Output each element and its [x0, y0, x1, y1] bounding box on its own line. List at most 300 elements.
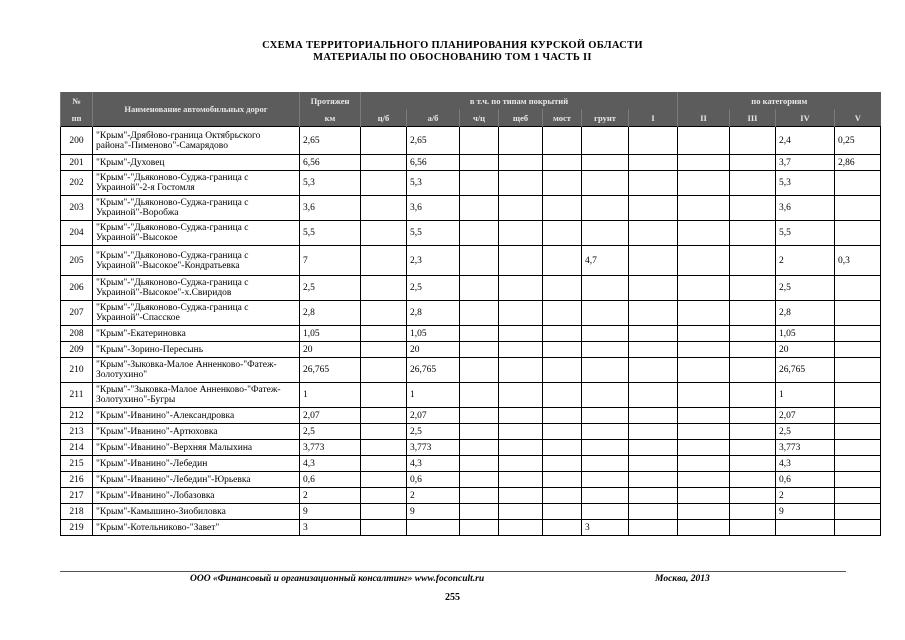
road-name: "Крым"-"Зыковка-Малое Анненково-"Фатеж-Золотухино"-Бугры	[93, 383, 300, 408]
surface-most	[543, 440, 582, 456]
surface-ab: 0,6	[407, 472, 460, 488]
length-km: 20	[300, 342, 361, 358]
surface-cb	[361, 221, 407, 246]
table-header	[61, 92, 881, 127]
surface-chc	[460, 301, 499, 326]
category-5	[835, 408, 881, 424]
document-title-line2: МАТЕРИАЛЫ ПО ОБОСНОВАНИЮ ТОМ 1 ЧАСТЬ II	[313, 52, 592, 63]
surface-sch	[499, 408, 543, 424]
surface-sch	[499, 504, 543, 520]
category-4: 2	[776, 246, 835, 276]
surface-cb	[361, 171, 407, 196]
category-2	[678, 127, 730, 155]
category-4: 9	[776, 504, 835, 520]
surface-most	[543, 155, 582, 171]
surface-most	[543, 221, 582, 246]
category-4: 3,773	[776, 440, 835, 456]
road-name: "Крым"-Екатериновка	[93, 326, 300, 342]
category-3	[730, 171, 776, 196]
length-km: 7	[300, 246, 361, 276]
surface-cb	[361, 488, 407, 504]
category-5	[835, 301, 881, 326]
header-col-grunt: грунт	[582, 109, 629, 127]
surface-most	[543, 276, 582, 301]
row-number: 209	[61, 342, 93, 358]
category-4: 5,5	[776, 221, 835, 246]
category-4: 2,4	[776, 127, 835, 155]
length-km: 2	[300, 488, 361, 504]
category-3	[730, 326, 776, 342]
row-number: 214	[61, 440, 93, 456]
length-km: 5,3	[300, 171, 361, 196]
category-3	[730, 221, 776, 246]
category-1	[629, 383, 678, 408]
category-5	[835, 326, 881, 342]
category-5: 2,86	[835, 155, 881, 171]
surface-chc	[460, 221, 499, 246]
road-name: "Крым"-Дрябłово-граница Октябрьского района"-Пименово"-Самарядово	[93, 127, 300, 155]
row-number: 215	[61, 456, 93, 472]
length-km: 0,6	[300, 472, 361, 488]
table-body	[61, 127, 881, 536]
surface-grunt	[582, 196, 629, 221]
surface-most	[543, 342, 582, 358]
category-3	[730, 301, 776, 326]
category-2	[678, 504, 730, 520]
row-number: 200	[61, 127, 93, 155]
category-2	[678, 155, 730, 171]
header-length: Протяжен	[300, 92, 361, 109]
surface-grunt	[582, 301, 629, 326]
category-1	[629, 472, 678, 488]
header-col-cat5: V	[835, 109, 881, 127]
length-km: 5,5	[300, 221, 361, 246]
category-3	[730, 276, 776, 301]
length-km: 3,6	[300, 196, 361, 221]
row-number: 207	[61, 301, 93, 326]
surface-chc	[460, 504, 499, 520]
category-1	[629, 408, 678, 424]
category-1	[629, 358, 678, 383]
document-title-line1: СХЕМА ТЕРРИТОРИАЛЬНОГО ПЛАНИРОВАНИЯ КУРСКОЙ ОБЛАСТИ	[262, 40, 643, 51]
table-row	[61, 383, 881, 408]
row-number: 217	[61, 488, 93, 504]
category-3	[730, 424, 776, 440]
category-1	[629, 276, 678, 301]
surface-cb	[361, 520, 407, 536]
road-name: "Крым"-"Дьяконово-Суджа-граница с Украиной"-2-я Гостомля	[93, 171, 300, 196]
header-col-cat1: I	[629, 109, 678, 127]
row-number: 204	[61, 221, 93, 246]
category-2	[678, 301, 730, 326]
surface-grunt	[582, 440, 629, 456]
category-2	[678, 472, 730, 488]
row-number: 219	[61, 520, 93, 536]
length-km: 4,3	[300, 456, 361, 472]
surface-most	[543, 504, 582, 520]
surface-cb	[361, 456, 407, 472]
surface-grunt	[582, 155, 629, 171]
category-1	[629, 424, 678, 440]
category-3	[730, 520, 776, 536]
surface-chc	[460, 520, 499, 536]
surface-sch	[499, 358, 543, 383]
surface-ab: 20	[407, 342, 460, 358]
category-5: 0,25	[835, 127, 881, 155]
length-km: 2,8	[300, 301, 361, 326]
table-row	[61, 301, 881, 326]
category-5	[835, 504, 881, 520]
category-2	[678, 246, 730, 276]
category-1	[629, 246, 678, 276]
surface-sch	[499, 383, 543, 408]
category-4: 2,07	[776, 408, 835, 424]
category-3	[730, 383, 776, 408]
page-number: 255	[445, 592, 460, 603]
surface-sch	[499, 440, 543, 456]
category-4: 2,5	[776, 276, 835, 301]
surface-most	[543, 358, 582, 383]
length-km: 3,773	[300, 440, 361, 456]
row-number: 212	[61, 408, 93, 424]
category-3	[730, 488, 776, 504]
row-number: 205	[61, 246, 93, 276]
surface-ab: 3,773	[407, 440, 460, 456]
surface-most	[543, 171, 582, 196]
category-5	[835, 520, 881, 536]
surface-chc	[460, 246, 499, 276]
surface-grunt	[582, 383, 629, 408]
surface-cb	[361, 472, 407, 488]
table-row	[61, 155, 881, 171]
road-name: "Крым"-"Дьяконово-Суджа-граница с Украиной"-Высокое"-Кондратьевка	[93, 246, 300, 276]
category-4: 2,5	[776, 424, 835, 440]
surface-ab: 1	[407, 383, 460, 408]
surface-grunt	[582, 221, 629, 246]
category-3	[730, 358, 776, 383]
category-5	[835, 196, 881, 221]
category-4: 2	[776, 488, 835, 504]
table-row	[61, 472, 881, 488]
road-name: "Крым"-"Дьяконово-Суджа-граница с Украиной"-Спасское	[93, 301, 300, 326]
road-name: "Крым"-Иванино"-Лебедин"-Юрьевка	[93, 472, 300, 488]
category-2	[678, 424, 730, 440]
surface-ab: 2,5	[407, 424, 460, 440]
surface-cb	[361, 326, 407, 342]
surface-sch	[499, 301, 543, 326]
surface-grunt	[582, 342, 629, 358]
table-row	[61, 326, 881, 342]
category-4: 5,3	[776, 171, 835, 196]
header-categories: по категориям	[678, 92, 881, 109]
road-name: "Крым"-Иванино"-Верхняя Малыхина	[93, 440, 300, 456]
header-road-name: Наименование автомобильных дорог	[93, 92, 300, 127]
surface-cb	[361, 424, 407, 440]
row-number: 211	[61, 383, 93, 408]
surface-cb	[361, 358, 407, 383]
category-3	[730, 440, 776, 456]
header-col-cat3: III	[730, 109, 776, 127]
surface-grunt	[582, 504, 629, 520]
road-name: "Крым"-Котельниково-"Завет"	[93, 520, 300, 536]
table-row	[61, 171, 881, 196]
road-name: "Крым"-Зыковка-Малое Анненково-"Фатеж-Золотухино"	[93, 358, 300, 383]
category-4: 1	[776, 383, 835, 408]
surface-chc	[460, 155, 499, 171]
surface-most	[543, 472, 582, 488]
surface-ab: 5,3	[407, 171, 460, 196]
surface-chc	[460, 196, 499, 221]
table-row	[61, 246, 881, 276]
category-3	[730, 127, 776, 155]
category-5: 0,3	[835, 246, 881, 276]
length-km: 3	[300, 520, 361, 536]
category-5	[835, 488, 881, 504]
surface-most	[543, 520, 582, 536]
surface-ab: 2,3	[407, 246, 460, 276]
table-row	[61, 196, 881, 221]
surface-cb	[361, 127, 407, 155]
header-number: №	[61, 92, 93, 109]
surface-cb	[361, 342, 407, 358]
row-number: 218	[61, 504, 93, 520]
surface-grunt	[582, 276, 629, 301]
category-1	[629, 301, 678, 326]
category-1	[629, 155, 678, 171]
table-row	[61, 456, 881, 472]
category-2	[678, 408, 730, 424]
header-pp: пп	[61, 109, 93, 127]
surface-sch	[499, 520, 543, 536]
category-4: 3,6	[776, 196, 835, 221]
surface-cb	[361, 276, 407, 301]
category-1	[629, 488, 678, 504]
category-1	[629, 127, 678, 155]
footer-city-year: Москва, 2013	[655, 574, 710, 584]
header-col-cb: ц/б	[361, 109, 407, 127]
surface-sch	[499, 221, 543, 246]
header-col-cat4: IV	[776, 109, 835, 127]
category-3	[730, 342, 776, 358]
category-3	[730, 155, 776, 171]
category-5	[835, 221, 881, 246]
footer-company: ООО «Финансовый и организационный консалтинг» www.foconcult.ru	[190, 574, 485, 584]
category-2	[678, 326, 730, 342]
category-5	[835, 456, 881, 472]
header-col-sch: щеб	[499, 109, 543, 127]
footer-divider	[60, 571, 846, 572]
surface-most	[543, 301, 582, 326]
category-4: 26,765	[776, 358, 835, 383]
row-number: 206	[61, 276, 93, 301]
length-km: 2,07	[300, 408, 361, 424]
surface-ab: 2,8	[407, 301, 460, 326]
surface-grunt	[582, 408, 629, 424]
surface-most	[543, 196, 582, 221]
surface-chc	[460, 488, 499, 504]
surface-sch	[499, 456, 543, 472]
length-km: 6,56	[300, 155, 361, 171]
category-1	[629, 326, 678, 342]
surface-sch	[499, 127, 543, 155]
surface-cb	[361, 440, 407, 456]
category-2	[678, 342, 730, 358]
category-5	[835, 424, 881, 440]
table-row	[61, 488, 881, 504]
category-3	[730, 408, 776, 424]
length-km: 2,5	[300, 276, 361, 301]
table-row	[61, 342, 881, 358]
category-4: 1,05	[776, 326, 835, 342]
surface-cb	[361, 301, 407, 326]
category-1	[629, 342, 678, 358]
row-number: 216	[61, 472, 93, 488]
length-km: 2,65	[300, 127, 361, 155]
surface-cb	[361, 155, 407, 171]
row-number: 210	[61, 358, 93, 383]
header-col-chc: ч/ц	[460, 109, 499, 127]
category-4	[776, 520, 835, 536]
road-name: "Крым"-"Дьяконово-Суджа-граница с Украиной"-Высокое"-х.Свиридов	[93, 276, 300, 301]
category-5	[835, 342, 881, 358]
surface-ab: 2,07	[407, 408, 460, 424]
surface-chc	[460, 383, 499, 408]
surface-sch	[499, 246, 543, 276]
category-4: 20	[776, 342, 835, 358]
category-2	[678, 196, 730, 221]
surface-sch	[499, 472, 543, 488]
surface-grunt	[582, 456, 629, 472]
surface-most	[543, 456, 582, 472]
surface-grunt	[582, 127, 629, 155]
surface-grunt	[582, 326, 629, 342]
category-2	[678, 440, 730, 456]
table-row	[61, 221, 881, 246]
category-3	[730, 196, 776, 221]
category-5	[835, 472, 881, 488]
category-1	[629, 456, 678, 472]
surface-sch	[499, 196, 543, 221]
surface-chc	[460, 472, 499, 488]
surface-sch	[499, 171, 543, 196]
category-2	[678, 383, 730, 408]
surface-chc	[460, 424, 499, 440]
road-name: "Крым"-"Дьяконово-Суджа-граница с Украиной"-Воробжа	[93, 196, 300, 221]
surface-sch	[499, 276, 543, 301]
category-1	[629, 171, 678, 196]
surface-ab: 2,65	[407, 127, 460, 155]
surface-chc	[460, 408, 499, 424]
road-name: "Крым"-Иванино"-Лебедин	[93, 456, 300, 472]
table-row	[61, 408, 881, 424]
category-1	[629, 196, 678, 221]
surface-most	[543, 408, 582, 424]
surface-grunt: 4,7	[582, 246, 629, 276]
category-1	[629, 440, 678, 456]
table-row	[61, 127, 881, 155]
category-2	[678, 358, 730, 383]
surface-chc	[460, 440, 499, 456]
roads-table	[60, 92, 881, 536]
header-col-cat2: II	[678, 109, 730, 127]
row-number: 203	[61, 196, 93, 221]
category-4: 4,3	[776, 456, 835, 472]
road-name: "Крым"-Иванино"-Лобазовка	[93, 488, 300, 504]
surface-cb	[361, 504, 407, 520]
table-row	[61, 358, 881, 383]
surface-cb	[361, 196, 407, 221]
category-2	[678, 276, 730, 301]
category-3	[730, 504, 776, 520]
surface-grunt	[582, 171, 629, 196]
surface-grunt	[582, 488, 629, 504]
table-row	[61, 440, 881, 456]
surface-cb	[361, 408, 407, 424]
surface-grunt: 3	[582, 520, 629, 536]
surface-sch	[499, 155, 543, 171]
category-4: 3,7	[776, 155, 835, 171]
road-name: "Крым"-Камышино-Зиобиловка	[93, 504, 300, 520]
row-number: 201	[61, 155, 93, 171]
category-5	[835, 276, 881, 301]
road-name: "Крым"-Иванино"-Артюховка	[93, 424, 300, 440]
length-km: 26,765	[300, 358, 361, 383]
surface-most	[543, 127, 582, 155]
category-2	[678, 221, 730, 246]
category-2	[678, 456, 730, 472]
table-row	[61, 424, 881, 440]
surface-ab: 26,765	[407, 358, 460, 383]
surface-ab: 3,6	[407, 196, 460, 221]
table-row	[61, 504, 881, 520]
category-4: 0,6	[776, 472, 835, 488]
category-2	[678, 171, 730, 196]
header-col-ab: а/б	[407, 109, 460, 127]
road-name: "Крым"-"Дьяконово-Суджа-граница с Украиной"-Высокое	[93, 221, 300, 246]
length-km: 2,5	[300, 424, 361, 440]
category-3	[730, 456, 776, 472]
surface-chc	[460, 456, 499, 472]
surface-grunt	[582, 424, 629, 440]
surface-most	[543, 326, 582, 342]
header-km: км	[300, 109, 361, 127]
surface-grunt	[582, 472, 629, 488]
category-5	[835, 383, 881, 408]
surface-chc	[460, 358, 499, 383]
surface-ab: 5,5	[407, 221, 460, 246]
surface-most	[543, 383, 582, 408]
surface-ab: 2,5	[407, 276, 460, 301]
surface-sch	[499, 326, 543, 342]
category-1	[629, 520, 678, 536]
road-name: "Крым"-Зорино-Пересынь	[93, 342, 300, 358]
surface-most	[543, 246, 582, 276]
surface-chc	[460, 276, 499, 301]
header-col-most: мост	[543, 109, 582, 127]
category-4: 2,8	[776, 301, 835, 326]
category-3	[730, 472, 776, 488]
surface-most	[543, 488, 582, 504]
category-2	[678, 520, 730, 536]
length-km: 1	[300, 383, 361, 408]
surface-cb	[361, 246, 407, 276]
surface-ab: 4,3	[407, 456, 460, 472]
surface-most	[543, 424, 582, 440]
surface-chc	[460, 342, 499, 358]
table-row	[61, 276, 881, 301]
category-2	[678, 488, 730, 504]
road-name: "Крым"-Иванино"-Александровка	[93, 408, 300, 424]
